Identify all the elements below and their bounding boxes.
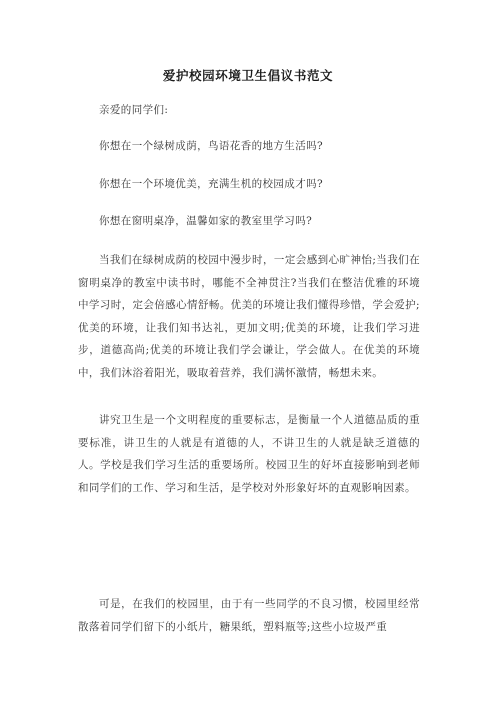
greeting-line: 亲爱的同学们: — [99, 104, 169, 116]
question-line-1 — [78, 135, 420, 158]
question-line-3 — [78, 210, 420, 233]
paragraph-2-text: 讲究卫生是一个文明程度的重要标志，是衡量一个人道德品质的重要标准，讲卫生的人就是有道德的人，不讲卫生的人就是缺乏道德的人。学校是我们学习生活的重要场所。校园卫生的好坏直接影响到老师和同学们的工作、学习和生活，是学校对外形象好坏的直观影响因素。 — [78, 414, 420, 494]
paragraph-hygiene — [78, 409, 420, 499]
paragraph-problem — [78, 593, 420, 638]
document-title: 爱护校园环境卫生倡议书范文 — [162, 68, 334, 83]
question-1-text: 你想在一个绿树成荫，鸟语花香的地方生活吗? — [99, 140, 324, 152]
greeting-text — [78, 99, 420, 122]
paragraph-1-text: 当我们在绿树成荫的校园中漫步时，一定会感到心旷神怡;当我们在窗明桌净的教室中读书时，哪能不全神贯注?当我们在整洁优雅的环境中学习时，定会倍感心情舒畅。优美的环境让我们懂得珍惜，学会爱护;优美的环境，让我们知书达礼，更加文明;优美的环境，让我们学习进步，道德高尚;优美的环境让我们学会谦让，学会做人。在优美的环境中，我们沐浴着阳光，吸取着营养，我们满怀激情，畅想未来。 — [78, 254, 420, 379]
paragraph-environment — [78, 249, 420, 384]
paragraph-3-text: 可是，在我们的校园里，由于有一些同学的不良习惯，校园里经常散落着同学们留下的小纸片，糖果纸，塑料瓶等;这些小垃圾严重 — [78, 598, 420, 633]
question-2-text: 你想在一个环境优美，充满生机的校园成才吗? — [99, 178, 324, 190]
question-line-2 — [78, 173, 420, 196]
question-3-text: 你想在窗明桌净，温馨如家的教室里学习吗? — [99, 215, 313, 227]
